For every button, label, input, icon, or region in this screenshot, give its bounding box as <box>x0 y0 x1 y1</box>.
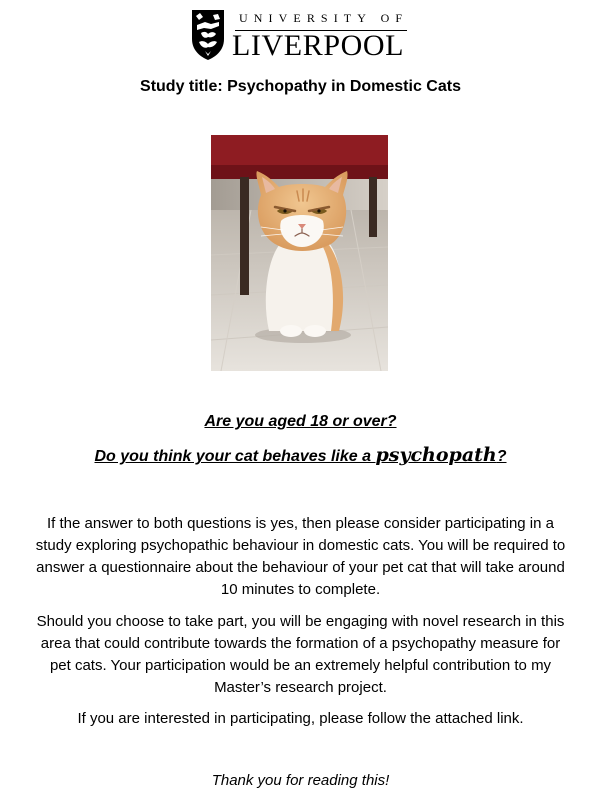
question-psychopath <box>0 444 601 468</box>
question-mark: ? <box>496 448 507 465</box>
paragraph-eligibility: If the answer to both questions is yes, then please consider participating in a study exploring psychopathic behaviour in domestic cats. You will be required to answer a questionnaire about the behaviour of your pet cat that will take around 10 minutes to complete. <box>35 515 566 598</box>
cat-photo-drawing <box>211 135 388 371</box>
question-psychopath-text: Do you think your cat behaves like a <box>94 448 376 465</box>
paragraph-benefits: Should you choose to take part, you will be engaging with novel research in this area that could contribute towards the formation of a psychopathy measure for pet cats. Your participation would be an extremely helpful contribution to my Master’s research project. <box>36 613 565 696</box>
cat-photo <box>211 135 388 371</box>
thank-you-note: Thank you for reading this! <box>211 772 390 789</box>
university-crest-icon <box>191 9 225 61</box>
paragraph-link-instruction: If you are interested in participating, please follow the attached link. <box>77 710 524 727</box>
university-name-main: LIVERPOOL <box>232 29 405 62</box>
study-title: Study title: Psychopathy in Domestic Cats <box>140 78 461 95</box>
university-name-top: UNIVERSITY OF <box>239 11 409 25</box>
university-logo <box>191 9 411 63</box>
psychopath-emphasis: psychopath <box>375 444 497 466</box>
question-age: Are you aged 18 or over? <box>204 413 397 430</box>
